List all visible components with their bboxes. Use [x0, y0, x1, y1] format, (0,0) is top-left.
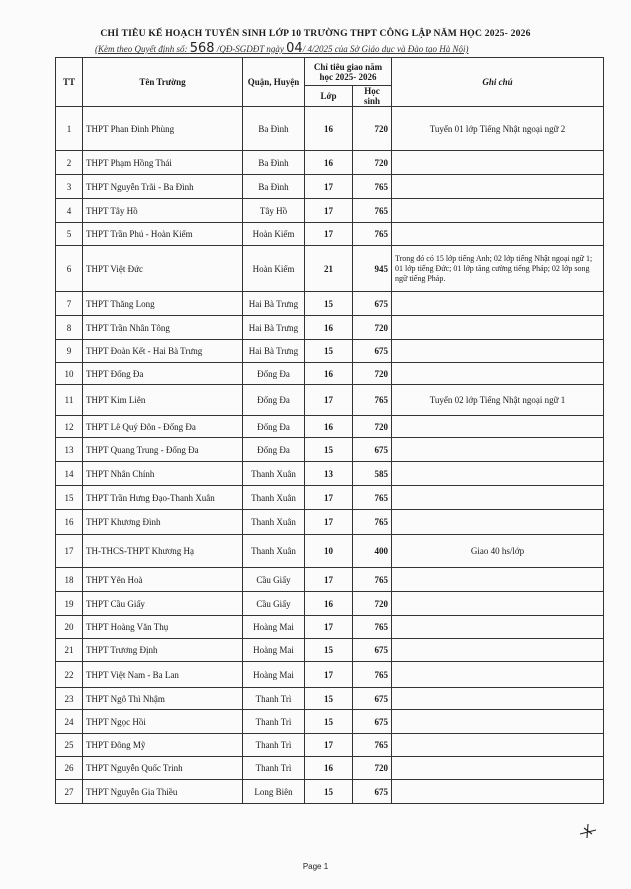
cell-tt: 8	[56, 316, 83, 340]
cell-students: 765	[353, 568, 392, 592]
table-row	[56, 592, 604, 616]
cell-classes: 16	[305, 363, 353, 385]
cell-school: THPT Đông Mỹ	[83, 734, 243, 757]
cell-students: 765	[353, 199, 392, 223]
cell-classes: 16	[305, 757, 353, 780]
cell-district: Đống Đa	[243, 438, 305, 462]
subtitle-prefix: (Kèm theo Quyết định số:	[95, 44, 188, 54]
cell-students: 765	[353, 510, 392, 535]
table-row	[56, 438, 604, 462]
cell-note: Trong đó có 15 lớp tiếng Anh; 02 lớp tiếng Nhật ngoại ngữ 1; 01 lớp tiếng Đức; 01 lớp tăng cường tiếng Pháp; 02 lớp song ngữ tiếng Pháp.	[392, 246, 604, 292]
cell-district: Thanh Trì	[243, 710, 305, 734]
cell-tt: 23	[56, 688, 83, 710]
cell-students: 720	[353, 316, 392, 340]
cell-school: THPT Đoàn Kết - Hai Bà Trưng	[83, 340, 243, 363]
cell-tt: 27	[56, 780, 83, 804]
cell-students: 765	[353, 734, 392, 757]
cell-district: Hai Bà Trưng	[243, 340, 305, 363]
header-district: Quận, Huyện	[243, 58, 305, 107]
cell-students: 720	[353, 107, 392, 151]
table-row	[56, 639, 604, 662]
table-row	[56, 107, 604, 151]
page-number: Page 1	[302, 862, 329, 871]
cell-classes: 15	[305, 292, 353, 316]
cell-note: Tuyển 02 lớp Tiếng Nhật ngoại ngữ 1	[392, 385, 604, 416]
cell-tt: 9	[56, 340, 83, 363]
quota-table	[55, 57, 604, 804]
cell-students: 675	[353, 710, 392, 734]
cell-school: THPT Khương Đình	[83, 510, 243, 535]
cell-school: THPT Đống Đa	[83, 363, 243, 385]
cell-classes: 15	[305, 438, 353, 462]
cell-note	[392, 510, 604, 535]
cell-school: THPT Nguyễn Trãi - Ba Đình	[83, 175, 243, 199]
cell-note	[392, 734, 604, 757]
cell-district: Ba Đình	[243, 151, 305, 175]
cell-classes: 15	[305, 340, 353, 363]
cell-tt: 12	[56, 416, 83, 438]
cell-school: THPT Nguyễn Gia Thiều	[83, 780, 243, 804]
cell-students: 675	[353, 639, 392, 662]
table-row	[56, 199, 604, 223]
cell-note	[392, 199, 604, 223]
cell-students: 720	[353, 592, 392, 616]
cell-district: Đống Đa	[243, 385, 305, 416]
cell-note	[392, 710, 604, 734]
document-title: CHỈ TIÊU KẾ HOẠCH TUYỂN SINH LỚP 10 TRƯỜNG THPT CÔNG LẬP NĂM HỌC 2025- 2026	[100, 28, 531, 39]
cell-tt: 11	[56, 385, 83, 416]
table-row	[56, 416, 604, 438]
cell-note: Tuyển 01 lớp Tiếng Nhật ngoại ngữ 2	[392, 107, 604, 151]
cell-students: 720	[353, 757, 392, 780]
cell-note: Giao 40 hs/lớp	[392, 535, 604, 568]
table-row	[56, 316, 604, 340]
table-row	[56, 757, 604, 780]
header-students: Học sinh	[353, 86, 392, 107]
cell-students: 675	[353, 688, 392, 710]
cell-classes: 17	[305, 486, 353, 510]
cell-school: THPT Kim Liên	[83, 385, 243, 416]
table-row	[56, 246, 604, 292]
header-school: Tên Trường	[83, 58, 243, 107]
cell-classes: 21	[305, 246, 353, 292]
cell-students: 675	[353, 292, 392, 316]
cell-students: 400	[353, 535, 392, 568]
table-row	[56, 688, 604, 710]
table-row	[56, 462, 604, 486]
cell-tt: 6	[56, 246, 83, 292]
cell-district: Long Biên	[243, 780, 305, 804]
cell-district: Cầu Giấy	[243, 568, 305, 592]
cell-note	[392, 662, 604, 688]
cell-school: THPT Thăng Long	[83, 292, 243, 316]
cell-tt: 17	[56, 535, 83, 568]
cell-tt: 4	[56, 199, 83, 223]
subtitle-middle: /QĐ-SGDĐT ngày	[216, 44, 284, 54]
header-classes: Lớp	[305, 86, 353, 107]
signature-mark	[578, 822, 600, 840]
table-row	[56, 710, 604, 734]
cell-note	[392, 592, 604, 616]
cell-tt: 26	[56, 757, 83, 780]
table-row	[56, 340, 604, 363]
cell-school: THPT Quang Trung - Đống Đa	[83, 438, 243, 462]
cell-school: THPT Việt Đức	[83, 246, 243, 292]
document-subtitle	[95, 41, 469, 56]
cell-district: Thanh Xuân	[243, 510, 305, 535]
cell-students: 765	[353, 486, 392, 510]
cell-note	[392, 486, 604, 510]
cell-note	[392, 175, 604, 199]
table-row	[56, 292, 604, 316]
cell-school: THPT Phan Đình Phùng	[83, 107, 243, 151]
cell-tt: 22	[56, 662, 83, 688]
cell-school: THPT Trương Định	[83, 639, 243, 662]
table-row	[56, 616, 604, 639]
cell-classes: 17	[305, 568, 353, 592]
cell-school: THPT Hoàng Văn Thụ	[83, 616, 243, 639]
cell-district: Tây Hồ	[243, 199, 305, 223]
cell-district: Ba Đình	[243, 107, 305, 151]
table-row	[56, 151, 604, 175]
cell-classes: 15	[305, 639, 353, 662]
cell-school: THPT Trần Phú - Hoàn Kiếm	[83, 223, 243, 246]
cell-tt: 24	[56, 710, 83, 734]
cell-school: THPT Trần Nhân Tông	[83, 316, 243, 340]
table-row	[56, 568, 604, 592]
cell-classes: 15	[305, 688, 353, 710]
cell-classes: 16	[305, 416, 353, 438]
cell-school: THPT Lê Quý Đôn - Đống Đa	[83, 416, 243, 438]
cell-students: 675	[353, 340, 392, 363]
cell-students: 765	[353, 223, 392, 246]
cell-students: 945	[353, 246, 392, 292]
cell-school: THPT Nhân Chính	[83, 462, 243, 486]
cell-district: Đống Đa	[243, 416, 305, 438]
cell-note	[392, 151, 604, 175]
cell-tt: 15	[56, 486, 83, 510]
cell-district: Thanh Xuân	[243, 535, 305, 568]
cell-district: Hoàn Kiếm	[243, 246, 305, 292]
header-quota-group: Chỉ tiêu giao năm học 2025- 2026	[305, 58, 392, 86]
cell-note	[392, 757, 604, 780]
cell-district: Hoàng Mai	[243, 616, 305, 639]
cell-note	[392, 462, 604, 486]
cell-tt: 7	[56, 292, 83, 316]
table-row	[56, 535, 604, 568]
cell-district: Hoàng Mai	[243, 639, 305, 662]
cell-tt: 16	[56, 510, 83, 535]
cell-note	[392, 223, 604, 246]
cell-tt: 19	[56, 592, 83, 616]
cell-district: Cầu Giấy	[243, 592, 305, 616]
cell-classes: 13	[305, 462, 353, 486]
cell-classes: 16	[305, 107, 353, 151]
cell-classes: 17	[305, 734, 353, 757]
cell-tt: 25	[56, 734, 83, 757]
cell-classes: 16	[305, 592, 353, 616]
cell-tt: 20	[56, 616, 83, 639]
cell-note	[392, 416, 604, 438]
cell-school: THPT Ngô Thì Nhậm	[83, 688, 243, 710]
cell-note	[392, 688, 604, 710]
cell-students: 675	[353, 438, 392, 462]
cell-classes: 17	[305, 223, 353, 246]
cell-tt: 2	[56, 151, 83, 175]
cell-district: Hoàn Kiếm	[243, 223, 305, 246]
cell-note	[392, 639, 604, 662]
cell-students: 765	[353, 616, 392, 639]
cell-classes: 10	[305, 535, 353, 568]
handwritten-day: 04	[286, 41, 303, 56]
table-row	[56, 223, 604, 246]
table-row	[56, 175, 604, 199]
cell-school: THPT Phạm Hồng Thái	[83, 151, 243, 175]
table-row	[56, 780, 604, 804]
table-row	[56, 734, 604, 757]
cell-district: Hoàng Mai	[243, 662, 305, 688]
subtitle-suffix: / 4/2025 của Sở Giáo dục và Đào tạo Hà Nội)	[302, 44, 469, 54]
cell-note	[392, 616, 604, 639]
cell-school: THPT Nguyễn Quốc Trinh	[83, 757, 243, 780]
cell-district: Thanh Trì	[243, 757, 305, 780]
cell-district: Thanh Trì	[243, 734, 305, 757]
cell-students: 720	[353, 151, 392, 175]
table-row	[56, 486, 604, 510]
cell-classes: 16	[305, 316, 353, 340]
cell-classes: 17	[305, 199, 353, 223]
cell-tt: 3	[56, 175, 83, 199]
header-note: Ghi chú	[392, 58, 604, 107]
table-row	[56, 385, 604, 416]
cell-classes: 17	[305, 385, 353, 416]
table-row	[56, 662, 604, 688]
cell-note	[392, 780, 604, 804]
cell-classes: 17	[305, 510, 353, 535]
cell-tt: 18	[56, 568, 83, 592]
cell-note	[392, 316, 604, 340]
cell-classes: 15	[305, 780, 353, 804]
cell-district: Đống Đa	[243, 363, 305, 385]
table-row	[56, 363, 604, 385]
cell-tt: 14	[56, 462, 83, 486]
handwritten-decision-number: 568	[189, 41, 215, 56]
cell-district: Hai Bà Trưng	[243, 316, 305, 340]
cell-school: THPT Việt Nam - Ba Lan	[83, 662, 243, 688]
cell-tt: 13	[56, 438, 83, 462]
cell-district: Thanh Xuân	[243, 462, 305, 486]
header-tt: TT	[56, 58, 83, 107]
cell-note	[392, 568, 604, 592]
cell-students: 720	[353, 363, 392, 385]
cell-students: 765	[353, 385, 392, 416]
cell-classes: 15	[305, 710, 353, 734]
cell-classes: 17	[305, 662, 353, 688]
cell-students: 765	[353, 662, 392, 688]
cell-school: THPT Yên Hoà	[83, 568, 243, 592]
cell-students: 585	[353, 462, 392, 486]
cell-classes: 17	[305, 616, 353, 639]
cell-students: 720	[353, 416, 392, 438]
cell-tt: 21	[56, 639, 83, 662]
cell-school: THPT Tây Hồ	[83, 199, 243, 223]
cell-district: Ba Đình	[243, 175, 305, 199]
cell-classes: 17	[305, 175, 353, 199]
cell-school: THPT Ngọc Hồi	[83, 710, 243, 734]
cell-tt: 10	[56, 363, 83, 385]
cell-school: THPT Trần Hưng Đạo-Thanh Xuân	[83, 486, 243, 510]
cell-note	[392, 363, 604, 385]
cell-district: Thanh Xuân	[243, 486, 305, 510]
cell-students: 765	[353, 175, 392, 199]
cell-note	[392, 438, 604, 462]
cell-classes: 16	[305, 151, 353, 175]
cell-school: TH-THCS-THPT Khương Hạ	[83, 535, 243, 568]
table-row	[56, 510, 604, 535]
cell-district: Hai Bà Trưng	[243, 292, 305, 316]
cell-district: Thanh Trì	[243, 688, 305, 710]
cell-note	[392, 340, 604, 363]
cell-note	[392, 292, 604, 316]
cell-tt: 5	[56, 223, 83, 246]
cell-students: 675	[353, 780, 392, 804]
cell-tt: 1	[56, 107, 83, 151]
cell-school: THPT Cầu Giấy	[83, 592, 243, 616]
